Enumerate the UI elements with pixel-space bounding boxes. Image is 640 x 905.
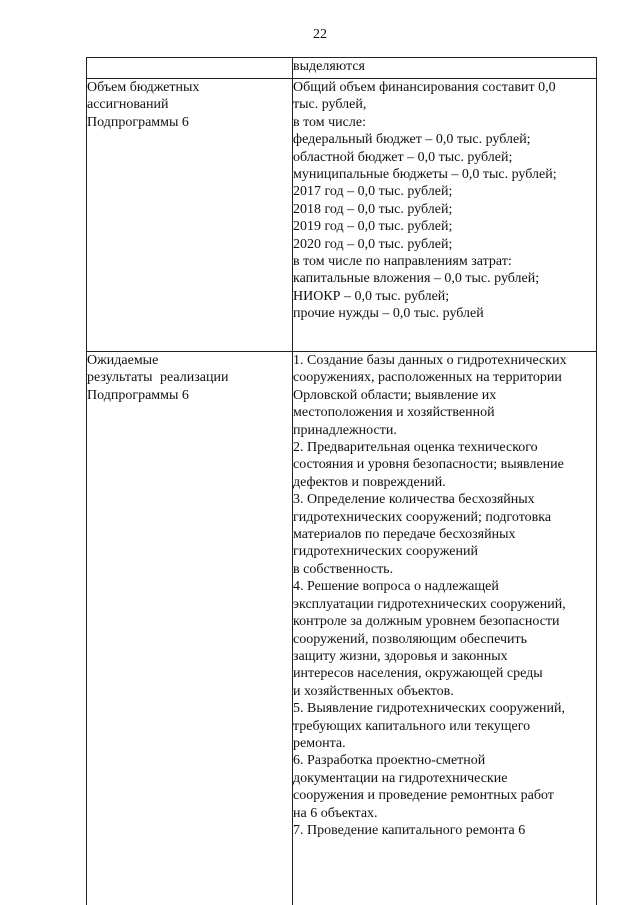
text-line: дефектов и повреждений. xyxy=(293,474,446,490)
table-row xyxy=(87,79,597,352)
text-line: Общий объем финансирования составит 0,0 xyxy=(293,80,556,95)
text-line: в собственность. xyxy=(293,561,394,577)
text-line: 2. Предварительная оценка технического xyxy=(293,440,538,456)
text-line: 2017 год – 0,0 тыс. рублей; xyxy=(293,184,453,200)
text-line: в том числе: xyxy=(293,114,366,130)
text-line: сооружений, позволяющим обеспечить xyxy=(293,631,528,647)
text-line: интересов населения, окружающей среды xyxy=(293,666,543,682)
row-content-cell xyxy=(293,79,597,352)
page-number: 22 xyxy=(313,27,327,42)
text-line: областной бюджет – 0,0 тыс. рублей; xyxy=(293,149,513,165)
text-line: Орловской области; выявление их xyxy=(293,387,497,403)
table-row xyxy=(87,58,597,79)
row-label-cell xyxy=(87,58,293,79)
text-line: контроле за должным уровнем безопасности xyxy=(293,614,560,630)
text-line: эксплуатации гидротехнических сооружений, xyxy=(293,596,566,612)
row-label-cell xyxy=(87,79,293,352)
text-line: 1. Создание базы данных о гидротехнических xyxy=(293,353,567,368)
row-content-cell xyxy=(293,58,597,79)
text-line: принадлежности. xyxy=(293,422,397,438)
text-line: в том числе по направлениям затрат: xyxy=(293,254,512,270)
text-line: федеральный бюджет – 0,0 тыс. рублей; xyxy=(293,132,531,148)
text-line: на 6 объектах. xyxy=(293,805,378,821)
text-line: гидротехнических сооружений; подготовка xyxy=(293,509,552,525)
text-line: результаты реализации xyxy=(87,370,229,386)
table-row xyxy=(87,352,597,905)
text-line: 6. Разработка проектно-сметной xyxy=(293,753,486,769)
text-line: Объем бюджетных xyxy=(87,80,200,95)
text-line: 7. Проведение капитального ремонта 6 xyxy=(293,822,526,838)
text-line: 4. Решение вопроса о надлежащей xyxy=(293,579,499,595)
text-line: 5. Выявление гидротехнических сооружений, xyxy=(293,701,565,717)
text-line: прочие нужды – 0,0 тыс. рублей xyxy=(293,306,484,322)
text-line: НИОКР – 0,0 тыс. рублей; xyxy=(293,288,450,304)
text-line: муниципальные бюджеты – 0,0 тыс. рублей; xyxy=(293,167,557,183)
text-line: ремонта. xyxy=(293,735,346,751)
text-line: состояния и уровня безопасности; выявление xyxy=(293,457,564,473)
text-line: 2020 год – 0,0 тыс. рублей; xyxy=(293,236,453,252)
text-line: 3. Определение количества бесхозяйных xyxy=(293,492,535,508)
text-line: сооружения и проведение ремонтных работ xyxy=(293,788,554,804)
row-label-cell xyxy=(87,352,293,905)
text-line: тыс. рублей, xyxy=(293,97,367,113)
text-line: и хозяйственных объектов. xyxy=(293,683,454,699)
program-table xyxy=(86,57,597,905)
text-line: защиту жизни, здоровья и законных xyxy=(293,648,508,664)
text-line: гидротехнических сооружений xyxy=(293,544,478,560)
text-line: Подпрограммы 6 xyxy=(87,114,189,130)
text-line: 2019 год – 0,0 тыс. рублей; xyxy=(293,219,453,235)
text-line: материалов по передаче бесхозяйных xyxy=(293,527,516,543)
text-line: 2018 год – 0,0 тыс. рублей; xyxy=(293,201,453,217)
row-content-cell xyxy=(293,352,597,905)
text-line: местоположения и хозяйственной xyxy=(293,405,495,421)
text-line: выделяются xyxy=(293,59,365,74)
text-line: требующих капитального или текущего xyxy=(293,718,531,734)
text-line: Подпрограммы 6 xyxy=(87,387,189,403)
text-line: капитальные вложения – 0,0 тыс. рублей; xyxy=(293,271,540,287)
text-line: Ожидаемые xyxy=(87,353,159,368)
text-line: документации на гидротехнические xyxy=(293,770,508,786)
text-line: сооружениях, расположенных на территории xyxy=(293,370,562,386)
text-line: ассигнований xyxy=(87,97,169,113)
